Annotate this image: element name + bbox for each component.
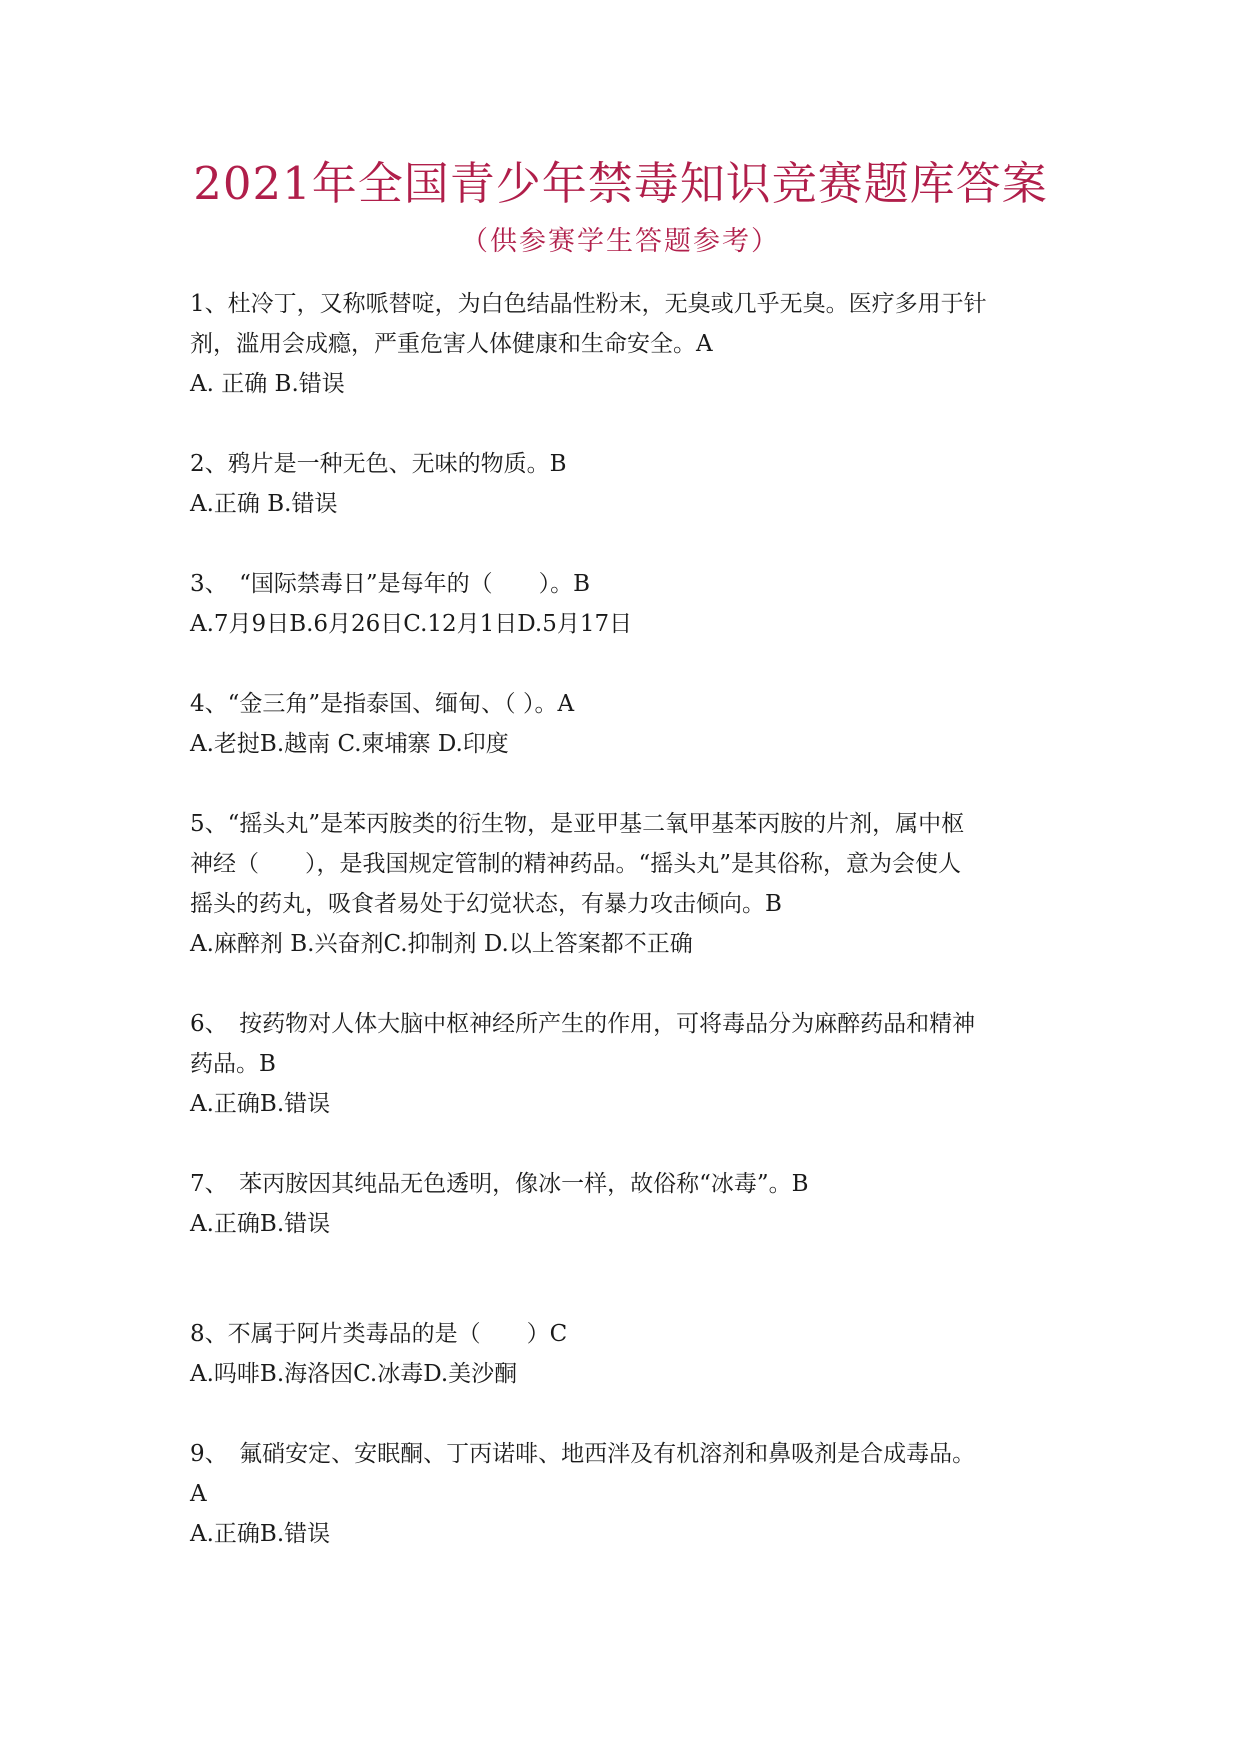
question-text-line: 神经（ ），是我国规定管制的精神药品。“摇头丸”是其俗称，意为会使人 (190, 851, 962, 877)
question-text-line: 药品。B (190, 1051, 276, 1077)
question-text-line: 1、杜冷丁，又称哌替啶，为白色结晶性粉末，无臭或几乎无臭。医疗多用于针 (190, 291, 987, 317)
question-text-line: 摇头的药丸，吸食者易处于幻觉状态，有暴力攻击倾向。B (190, 891, 782, 917)
question-options: A.吗啡B.海洛因C.冰毒D.美沙酮 (190, 1361, 518, 1387)
question-5 (190, 804, 1062, 964)
question-text-line: 7、 苯丙胺因其纯品无色透明，像冰一样，故俗称“冰毒”。B (190, 1171, 809, 1197)
question-options: A.老挝B.越南 C.柬埔寨 D.印度 (190, 731, 509, 757)
question-8 (190, 1314, 1062, 1394)
question-1 (190, 284, 1062, 404)
question-text-line: A (190, 1481, 207, 1507)
question-9 (190, 1434, 1062, 1554)
question-options: A.正确B.错误 (190, 1521, 331, 1547)
question-text-line: 4、“金三角”是指泰国、缅甸、（ ）。A (190, 691, 575, 717)
question-options: A. 正确 B.错误 (190, 371, 345, 397)
page-subtitle: （供参赛学生答题参考） (461, 226, 780, 257)
question-text-line: 8、不属于阿片类毒品的是（ ）C (190, 1321, 568, 1347)
page-title: 2021年全国青少年禁毒知识竞赛题库答案 (193, 157, 1048, 210)
question-options: A.7月9日B.6月26日C.12月1日D.5月17日 (190, 611, 633, 637)
question-text-line: 2、鸦片是一种无色、无味的物质。B (190, 451, 567, 477)
question-options: A.麻醉剂 B.兴奋剂C.抑制剂 D.以上答案都不正确 (190, 931, 693, 957)
question-3 (190, 564, 1062, 644)
question-6 (190, 1004, 1062, 1124)
question-text-line: 9、 氟硝安定、安眠酮、丁丙诺啡、地西泮及有机溶剂和鼻吸剂是合成毒品。 (190, 1441, 976, 1467)
question-text-line: 3、 “国际禁毒日”是每年的（ ）。B (190, 571, 591, 597)
question-7 (190, 1164, 1062, 1244)
question-2 (190, 444, 1062, 524)
question-4 (190, 684, 1062, 764)
question-options: A.正确B.错误 (190, 1091, 331, 1117)
question-text-line: 剂，滥用会成瘾，严重危害人体健康和生命安全。A (190, 331, 713, 357)
question-options: A.正确 B.错误 (190, 491, 338, 517)
question-options: A.正确B.错误 (190, 1211, 331, 1237)
question-text-line: 5、“摇头丸”是苯丙胺类的衍生物，是亚甲基二氧甲基苯丙胺的片剂，属中枢 (190, 811, 965, 837)
question-text-line: 6、 按药物对人体大脑中枢神经所产生的作用，可将毒品分为麻醉药品和精神 (190, 1011, 976, 1037)
